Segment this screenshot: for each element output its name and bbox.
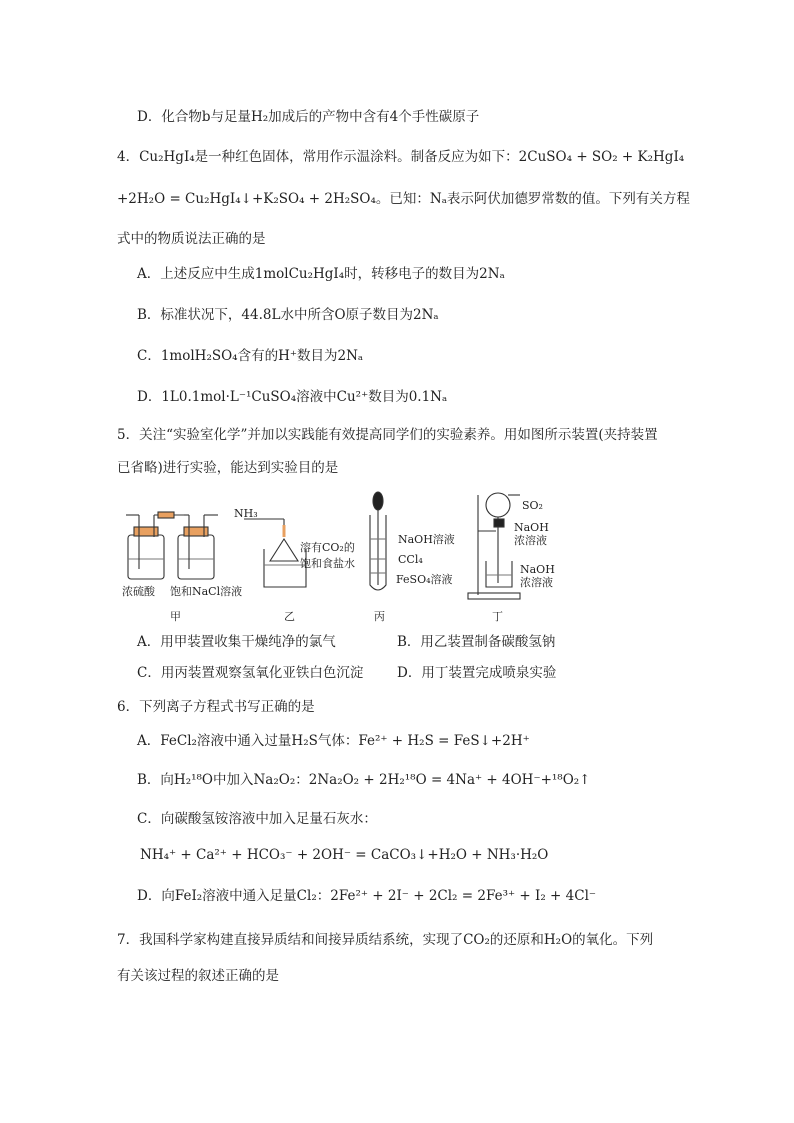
q4-option-a: A．上述反应中生成1molCu₂HgI₄时，转移电子的数目为2Nₐ	[137, 266, 505, 282]
q4-option-c: C．1molH₂SO₄含有的H⁺数目为2Nₐ	[137, 348, 364, 364]
q5-option-a: A．用甲装置收集干燥纯净的氯气	[137, 634, 336, 650]
q4-stem-line3: 式中的物质说法正确的是	[117, 231, 266, 247]
caption-ding: 丁	[492, 610, 503, 623]
q5-option-b: B．用乙装置制备碳酸氢钠	[397, 634, 556, 650]
label-bing-1: NaOH溶液	[398, 533, 455, 546]
label-yi-1: 溶有CO₂的	[300, 541, 355, 554]
q4-stem-line1: 4．Cu₂HgI₄是一种红色固体，常用作示温涂料。制备反应为如下：2CuSO₄ + SO₂ + K₂HgI₄	[117, 149, 685, 165]
bottle-jia-2	[178, 515, 214, 579]
label-ding-2: 浓溶液	[514, 534, 547, 547]
caption-yi: 乙	[284, 610, 295, 623]
q4-stem-line2: +2H₂O = Cu₂HgI₄↓+K₂SO₄ + 2H₂SO₄。已知：Nₐ表示阿伏加德罗常数的值。下列有关方程	[117, 191, 690, 207]
q6-option-a: A．FeCl₂溶液中通入过量H₂S气体：Fe²⁺ + H₂S = FeS↓+2H⁺	[137, 733, 530, 749]
q3-option-d: D．化合物b与足量H₂加成后的产物中含有4个手性碳原子	[137, 109, 480, 125]
q4-option-d: D．1L0.1mol·L⁻¹CuSO₄溶液中Cu²⁺数目为0.1Nₐ	[137, 389, 448, 405]
label-ding-gas: SO₂	[522, 499, 543, 512]
label-bing-3: FeSO₄溶液	[396, 573, 453, 586]
q6-option-c-equation: NH₄⁺ + Ca²⁺ + HCO₃⁻ + 2OH⁻ = CaCO₃↓+H₂O + NH₃·H₂O	[140, 847, 549, 863]
q5-option-c: C．用丙装置观察氢氧化亚铁白色沉淀	[137, 665, 364, 681]
fountain-ding	[468, 493, 520, 599]
test-tube-bing	[370, 492, 386, 590]
beaker-yi	[244, 519, 306, 587]
q7-stem-line2: 有关该过程的叙述正确的是	[117, 968, 279, 984]
label-jia-right: 饱和NaCl溶液	[170, 585, 243, 598]
q7-stem-line1: 7．我国科学家构建直接异质结和间接异质结系统，实现了CO₂的还原和H₂O的氧化。下列	[117, 932, 654, 948]
bottle-jia-1	[128, 515, 164, 579]
q5-stem-line1: 5．关注“实验室化学”并加以实践能有效提高同学们的实验素养。用如图所示装置(夹持装置	[117, 427, 658, 443]
label-yi-2: 饱和食盐水	[300, 557, 355, 570]
q6-stem: 6．下列离子方程式书写正确的是	[117, 699, 315, 715]
q5-option-d: D．用丁装置完成喷泉实验	[397, 665, 557, 681]
q6-option-c: C．向碳酸氢铵溶液中加入足量石灰水：	[137, 811, 377, 827]
q4-option-b: B．标准状况下，44.8L水中所含O原子数目为2Nₐ	[137, 307, 439, 323]
q6-option-b: B．向H₂¹⁸O中加入Na₂O₂：2Na₂O₂ + 2H₂¹⁸O = 4Na⁺ + 4OH⁻+¹⁸O₂↑	[137, 772, 591, 788]
apparatus-figure	[0, 487, 794, 627]
label-ding-3: NaOH	[520, 563, 555, 576]
caption-jia: 甲	[170, 610, 181, 623]
label-jia-left: 浓硫酸	[122, 585, 155, 598]
caption-bing: 丙	[374, 610, 385, 623]
q5-stem-line2: 已省略)进行实验，能达到实验目的是	[117, 460, 339, 476]
q6-option-d: D．向FeI₂溶液中通入足量Cl₂：2Fe²⁺ + 2I⁻ + 2Cl₂ = 2Fe³⁺ + I₂ + 4Cl⁻	[137, 888, 597, 904]
label-yi-gas: NH₃	[234, 507, 258, 520]
label-ding-4: 浓溶液	[520, 576, 553, 589]
label-bing-2: CCl₄	[398, 553, 423, 566]
label-ding-1: NaOH	[514, 521, 549, 534]
